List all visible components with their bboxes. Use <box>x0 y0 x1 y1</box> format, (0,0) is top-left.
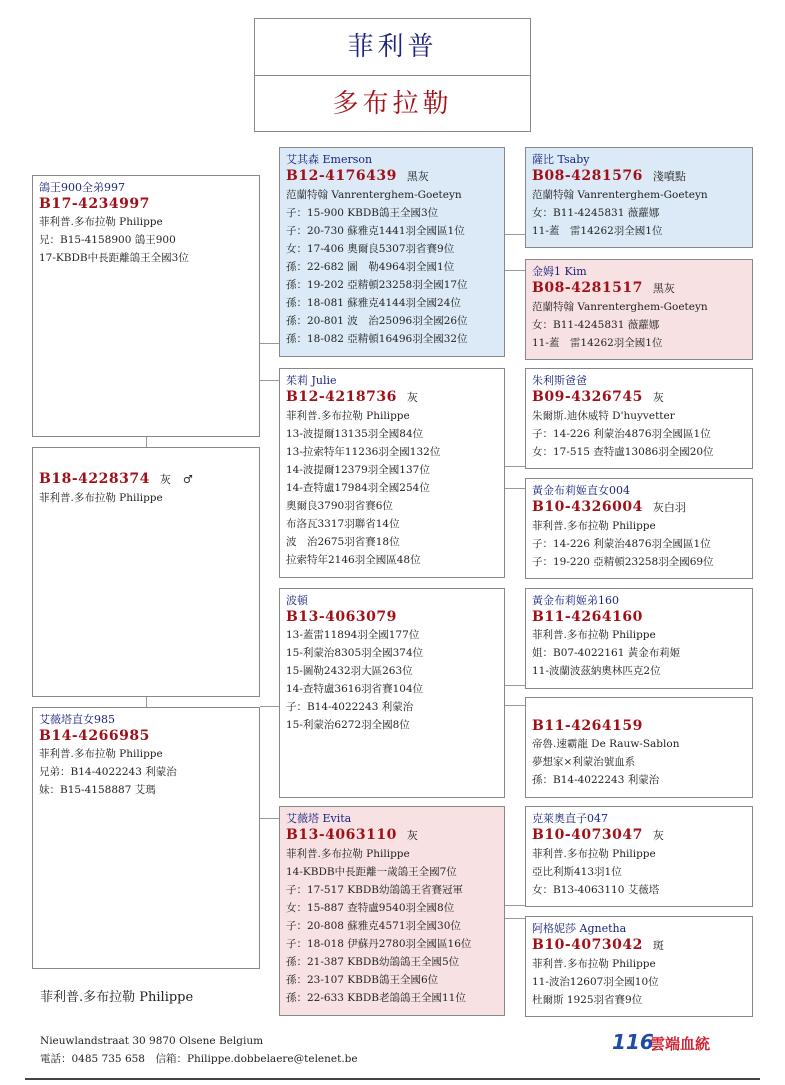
logo-number: 116 <box>612 1030 654 1054</box>
sdd-name: 黃金布莉姬直女004 <box>532 484 630 497</box>
dss-ring: B11-4264160 <box>532 609 643 625</box>
sds-card[interactable] <box>525 368 753 469</box>
sds-line: 子：14-226 利蒙治4876羽全國區1位 <box>532 428 711 440</box>
connector <box>260 380 279 381</box>
sd-line: 奧爾良3790羽省賽6位 <box>286 500 393 512</box>
connector <box>505 270 525 271</box>
dss-card[interactable] <box>525 588 753 689</box>
ss-line: 子：15-900 KBDB鴿王全國3位 <box>286 207 439 219</box>
dam-line: 妹：B15-4158887 艾瑪 <box>39 784 156 796</box>
ss-line: 孫：18-081 蘇雅克4144羽全國24位 <box>286 297 461 309</box>
sss-ring: B08-4281576 淺噴點 <box>532 168 686 184</box>
sire-line: 17-KBDB中長距離鴿王全國3位 <box>39 252 189 264</box>
dam-ring: B14-4266985 <box>39 728 150 744</box>
subject-line: 菲利普.多布拉勒 Philippe <box>39 492 163 504</box>
sd-line: 拉索特年2146羽全國區48位 <box>286 554 421 566</box>
title-box <box>254 18 531 132</box>
dd-line: 孫：22-633 KBDB老鴿鴿王全國11位 <box>286 992 466 1004</box>
dss-line: 姐：B07-4022161 黃金布莉姬 <box>532 647 681 659</box>
connector <box>260 343 279 344</box>
sire-card[interactable] <box>32 175 260 437</box>
ss-line: 孫：18-082 亞精頓16496羽全國32位 <box>286 333 468 345</box>
subject-ring: B18-4228374 灰 ♂ <box>39 471 194 487</box>
dam-line: 菲利普.多布拉勒 Philippe <box>39 748 163 760</box>
ssd-line: 女：B11-4245831 薇蘿娜 <box>532 319 660 331</box>
dam-name: 艾薇塔直女985 <box>39 713 115 726</box>
connector <box>505 234 525 235</box>
sd-line: 菲利普.多布拉勒 Philippe <box>286 410 410 422</box>
ss-line: 孫：22-682 圖 勒4964羽全國1位 <box>286 261 455 273</box>
dds-ring: B10-4073047 灰 <box>532 827 664 843</box>
owner-first-name: 菲利普 <box>255 19 530 76</box>
dd-card[interactable] <box>279 806 505 1016</box>
connector <box>146 437 147 447</box>
connector <box>260 706 279 707</box>
logo-text: 雲端血統 <box>650 1035 711 1053</box>
connector <box>146 697 147 707</box>
dd-line: 孫：21-387 KBDB幼鴿鴿王全國5位 <box>286 956 460 968</box>
dsd-card[interactable] <box>525 697 753 798</box>
sd-line: 13-拉索特年11236羽全國132位 <box>286 446 441 458</box>
connector <box>505 918 525 919</box>
ss-name: 艾其森 Emerson <box>286 153 373 166</box>
owner-name: 菲利普.多布拉勒 Philippe <box>40 990 194 1005</box>
ssd-line: 11-蓋 雷14262羽全國1位 <box>532 337 663 349</box>
ds-card[interactable] <box>279 588 505 798</box>
ssd-ring: B08-4281517 黑灰 <box>532 280 675 296</box>
dd-line: 14-KBDB中長距離一歲鴿王全國7位 <box>286 866 457 878</box>
sire-line: 菲利普.多布拉勒 Philippe <box>39 216 163 228</box>
site-logo[interactable] <box>612 1030 722 1058</box>
sdd-line: 子：14-226 利蒙治4876羽全國區1位 <box>532 538 711 550</box>
dd-line: 孫：23-107 KBDB鴿王全國6位 <box>286 974 439 986</box>
owner-surname: 多布拉勒 <box>332 89 453 119</box>
connector <box>505 488 525 489</box>
dd-line: 子：17-517 KBDB幼鴿鴿王省賽冠軍 <box>286 884 463 896</box>
dd-line: 菲利普.多布拉勒 Philippe <box>286 848 410 860</box>
subject-color: 灰 <box>159 473 171 486</box>
dd-line: 子：20-808 蘇雅克4571羽全國30位 <box>286 920 461 932</box>
dam-line: 兄弟：B14-4022243 利蒙治 <box>39 766 177 778</box>
ss-line: 范蘭特翰 Vanrenterghem-Goeteyn <box>286 189 462 201</box>
dds-line: 女：B13-4063110 艾薇塔 <box>532 884 660 896</box>
connector <box>505 705 525 706</box>
bottom-divider <box>25 1078 760 1080</box>
ss-card[interactable] <box>279 147 505 357</box>
subject-card[interactable] <box>32 447 260 697</box>
sds-name: 朱利斯爸爸 <box>532 374 587 387</box>
ddd-line: 11-波治12607羽全國10位 <box>532 976 659 988</box>
sdd-ring: B10-4326004 灰白羽 <box>532 499 686 515</box>
ddd-line: 杜爾斯 1925羽省賽9位 <box>532 994 643 1006</box>
sd-name: 茱莉 Julie <box>286 374 337 387</box>
sd-card[interactable] <box>279 368 505 578</box>
dd-line: 女：15-887 查特盧9540羽全國8位 <box>286 902 455 914</box>
ddd-ring: B10-4073042 斑 <box>532 937 664 953</box>
sdd-line: 菲利普.多布拉勒 Philippe <box>532 520 656 532</box>
sds-line: 女：17-515 查特盧13086羽全國20位 <box>532 446 714 458</box>
ds-line: 子：B14-4022243 利蒙治 <box>286 701 414 713</box>
ss-line: 女：17-406 奧爾良5307羽省賽9位 <box>286 243 455 255</box>
sd-line: 14-波提爾12379羽全國137位 <box>286 464 430 476</box>
dss-line: 菲利普.多布拉勒 Philippe <box>532 629 656 641</box>
ds-ring: B13-4063079 <box>286 609 397 625</box>
ddd-name: 阿格妮莎 Agnetha <box>532 922 627 935</box>
ds-name: 波頓 <box>286 594 308 607</box>
ssd-name: 金姆1 Kim <box>532 265 587 278</box>
dds-line: 亞比利斯413羽1位 <box>532 866 622 878</box>
ssd-line: 范蘭特翰 Vanrenterghem-Goeteyn <box>532 301 708 313</box>
sss-line: 范蘭特翰 Vanrenterghem-Goeteyn <box>532 189 708 201</box>
sd-line: 波 治2675羽省賽18位 <box>286 536 400 548</box>
dd-line: 子：18-018 伊蘇丹2780羽全國區16位 <box>286 938 472 950</box>
sd-line: 布洛瓦3317羽聯省14位 <box>286 518 400 530</box>
dsd-line: 帝魯.速霸龍 De Rauw-Sablon <box>532 738 680 750</box>
dds-name: 克萊奧直子047 <box>532 812 608 825</box>
ss-line: 孫：20-801 波 治25096羽全國26位 <box>286 315 468 327</box>
dss-line: 11-波蘭波茲納奧林匹克2位 <box>532 665 661 677</box>
sd-line: 14-查特盧17984羽全國254位 <box>286 482 430 494</box>
sss-line: 11-蓋 雷14262羽全國1位 <box>532 225 663 237</box>
dam-card[interactable] <box>32 707 260 969</box>
ds-line: 13-蓋雷11894羽全國177位 <box>286 629 420 641</box>
sdd-line: 子：19-220 亞精頓23258羽全國69位 <box>532 556 714 568</box>
dds-line: 菲利普.多布拉勒 Philippe <box>532 848 656 860</box>
connector <box>505 685 525 686</box>
sss-line: 女：B11-4245831 薇蘿娜 <box>532 207 660 219</box>
sire-line: 兄：B15-4158900 鴿王900 <box>39 234 176 246</box>
sd-line: 13-波提爾13135羽全國84位 <box>286 428 424 440</box>
ssd-card[interactable] <box>525 259 753 360</box>
sdd-card[interactable] <box>525 478 753 579</box>
sds-ring: B09-4326745 灰 <box>532 389 664 405</box>
sds-line: 朱爾斯.迪休威特 D'huyvetter <box>532 410 675 422</box>
connector <box>505 905 525 906</box>
dd-name: 艾薇塔 Evita <box>286 812 352 825</box>
dsd-line: 夢想家×利蒙治號血系 <box>532 756 636 768</box>
connector <box>505 466 525 467</box>
ddd-card[interactable] <box>525 916 753 1017</box>
ss-line: 孫：19-202 亞精頓23258羽全國17位 <box>286 279 468 291</box>
sd-ring: B12-4218736 灰 <box>286 389 418 405</box>
address: Nieuwlandstraat 30 9870 Olsene Belgium <box>40 1035 264 1047</box>
ss-line: 子：20-730 蘇雅克1441羽全國區1位 <box>286 225 465 237</box>
sire-ring: B17-4234997 <box>39 196 150 212</box>
dss-name: 黃金布莉姬弟160 <box>532 594 619 607</box>
sire-name: 鴿王900全弟997 <box>39 181 125 194</box>
ds-line: 15-利蒙治8305羽全國374位 <box>286 647 424 659</box>
sss-card[interactable] <box>525 147 753 248</box>
ddd-line: 菲利普.多布拉勒 Philippe <box>532 958 656 970</box>
phone-email: 電話：0485 735 658 信箱：Philippe.dobbelaere@telenet.be <box>40 1053 358 1065</box>
subject-sex: ♂ <box>182 473 194 486</box>
ss-ring: B12-4176439 黑灰 <box>286 168 429 184</box>
ds-line: 14-查特盧3616羽省賽104位 <box>286 683 424 695</box>
dsd-ring: B11-4264159 <box>532 718 643 734</box>
ds-line: 15-圖勒2432羽大區263位 <box>286 665 413 677</box>
ds-line: 15-利蒙治6272羽全國8位 <box>286 719 410 731</box>
contact-block <box>40 1032 358 1068</box>
connector <box>260 818 279 819</box>
dsd-line: 孫：B14-4022243 利蒙治 <box>532 774 660 786</box>
sss-name: 薩比 Tsaby <box>532 153 590 166</box>
dds-card[interactable] <box>525 806 753 907</box>
dd-ring: B13-4063110 灰 <box>286 827 418 843</box>
